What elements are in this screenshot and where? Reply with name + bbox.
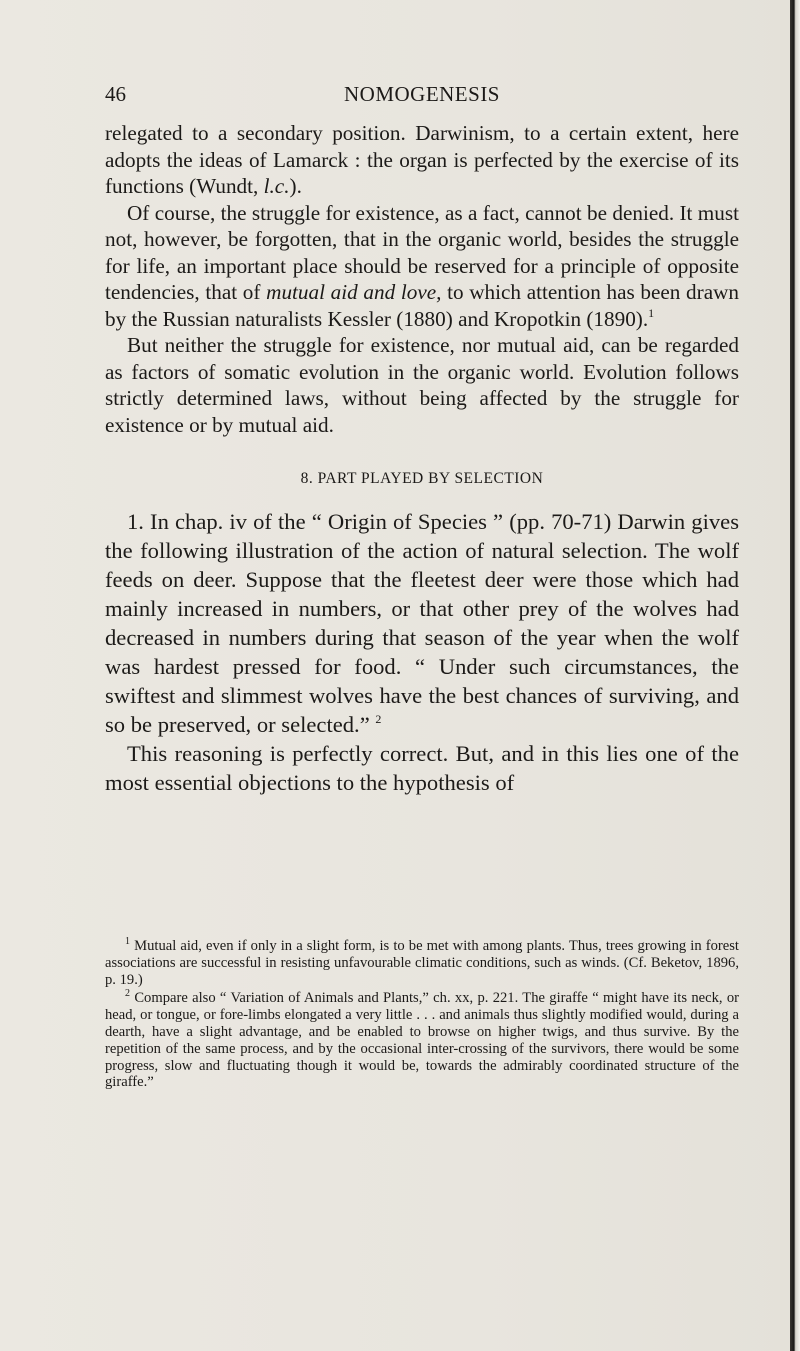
italic-mutual-aid: mutual aid and love,	[266, 280, 442, 304]
paragraph-3: But neither the struggle for existence, nor mutual aid, can be regarded as factors of somatic evolution in the organic world. Evolution follows strictly determined laws, without being affected by the struggle for existence or by mutual aid.	[105, 333, 739, 437]
footnote-1: $^1$ Mutual aid, even if only in a slight form, is to be met with among plants. Thus, trees growing in forest associations are successful in resisting unfavourable climatic conditions, such as winds. (Cf. Beketov, 1896, p. 19.)	[105, 936, 739, 988]
page-header	[105, 82, 739, 112]
paragraph-4: 1. In chap. iv of the “ Origin of Species ” (pp. 70-71) Darwin gives the following illustration of the action of natural selection. The wolf feeds on deer. Suppose that the fleetest deer were those which had mainly increased in numbers, or that other prey of the wolves had decreased in numbers during that season of the year when the wolf was hardest pressed for food. “ Under such circumstances, the swiftest and slimmest wolves have the best chances of surviving, and so be preserved, or selected.” $^2$	[105, 508, 739, 737]
paragraph-1: relegated to a secondary position. Darwinism, to a certain extent, here adopts the ideas of Lamarck : the organ is perfected by the exercise of its functions (Wundt, l.c.).	[105, 121, 739, 198]
italic-lc: l.c.	[263, 174, 290, 198]
footnote-ref-2: 2	[375, 711, 382, 726]
body-text	[105, 120, 739, 797]
footnotes	[105, 938, 739, 1091]
paragraph-2: Of course, the struggle for existence, as a fact, cannot be denied. It must not, however, be forgotten, that in the organic world, besides the struggle for life, an important place should be reserved for a principle of opposite tendencies, that of mutual aid and love, to which attention has been drawn by the Russian naturalists Kessler (1880) and Kropotkin (1890).$^1$	[105, 200, 740, 331]
footnote-ref-1: 1	[648, 305, 655, 320]
paragraph-5: This reasoning is perfectly correct. But, and in this lies one of the most essential objections to the hypothesis of	[105, 740, 739, 795]
page-number: 46	[105, 82, 126, 106]
page-edge	[790, 0, 800, 1351]
running-title: NOMOGENESIS	[343, 82, 500, 106]
section-heading: 8. PART PLAYED BY SELECTION	[300, 470, 544, 487]
footnote-2: $^2$ Compare also “ Variation of Animals and Plants,” ch. xx, p. 221. The giraffe “ might have its neck, or head, or tongue, or fore-limbs elongated a very little . . . and animals thus slightly modified would, during a dearth, have a slight advantage, and be enabled to browse on higher twigs, and thus survive. By the repetition of the same process, and by the occasional inter-crossing of the survivors, there would be some progress, slow and fluctuating though it would be, towards the admirably coordinated structure of the giraffe.”	[105, 988, 739, 1091]
